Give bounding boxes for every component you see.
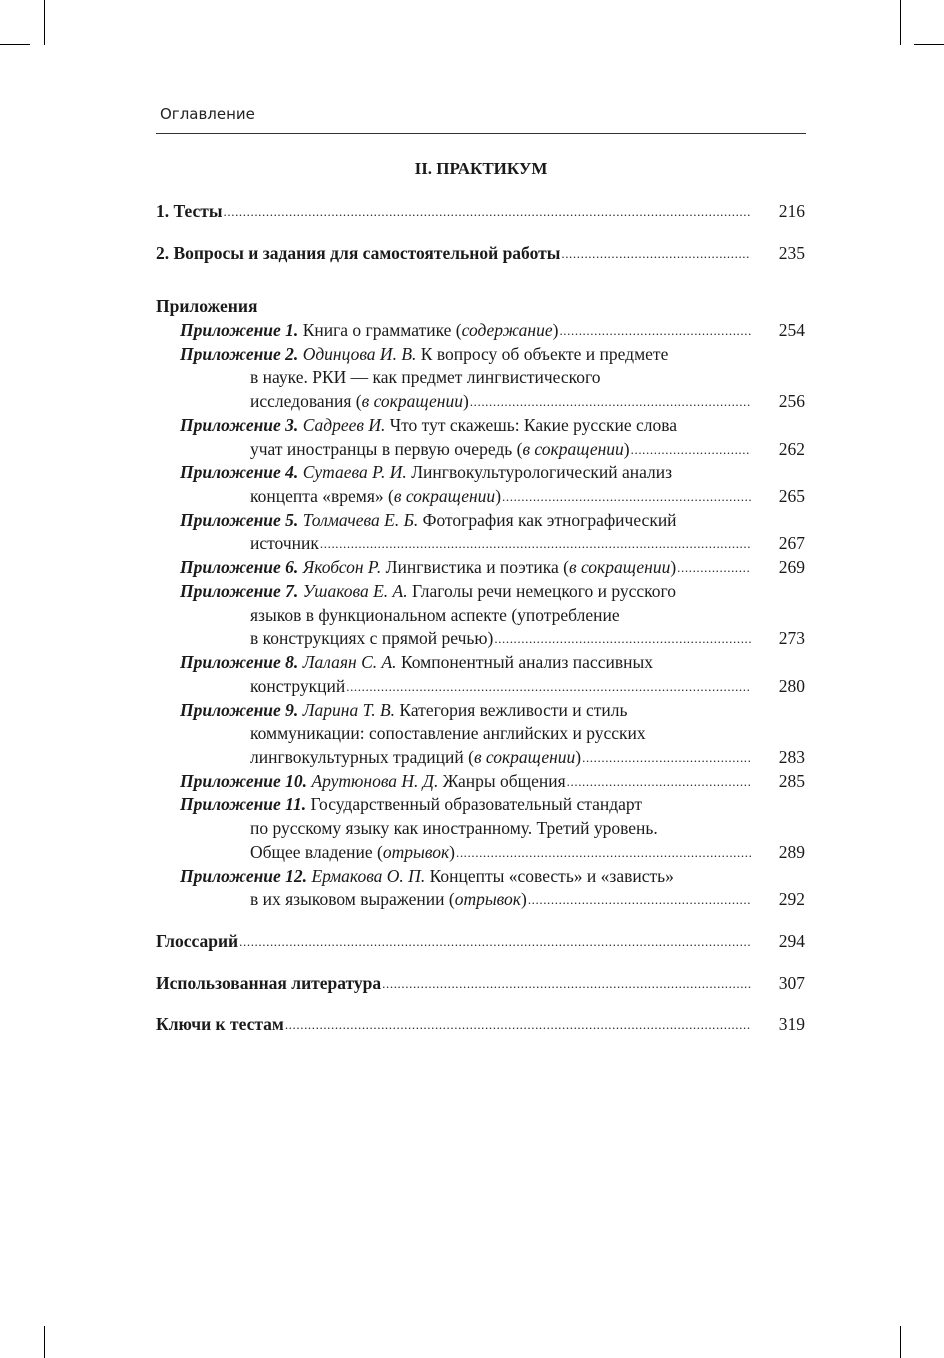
appendix-label: Приложение 7. <box>180 581 299 601</box>
entry-title: Глоссарий <box>156 931 239 951</box>
entry-text <box>180 650 653 674</box>
entry-text: ) <box>495 486 502 506</box>
crop-mark <box>900 1326 901 1358</box>
toc-entry-line <box>250 816 658 840</box>
entry-text: Концепты «совесть» и «зависть» <box>425 866 674 886</box>
toc-entry-line <box>180 650 653 674</box>
crop-mark <box>914 44 944 45</box>
entry-text: Что тут скажешь: Какие русские слова <box>385 415 678 435</box>
toc-entry[interactable] <box>156 1012 751 1036</box>
italic-text: в сокращении <box>473 747 576 767</box>
page-number[interactable]: 285 <box>778 771 805 791</box>
toc-entry[interactable] <box>180 555 751 579</box>
entry-text: Лингвистика и поэтика ( <box>381 557 569 577</box>
entry-text: в науке. РКИ — как предмет лингвистического <box>250 367 601 387</box>
entry-text: языков в функциональном аспекте (употребление <box>250 605 620 625</box>
entry-text: в их языковом выражении ( <box>250 889 455 909</box>
toc-entry[interactable] <box>250 626 751 650</box>
appendix-label: Приложение 3. <box>180 415 299 435</box>
entry-text: ) <box>462 391 469 411</box>
entry-text: по русскому языку как иностранному. Третий уровень. <box>250 818 658 838</box>
dot-leader <box>581 745 751 769</box>
toc-entry[interactable] <box>250 840 751 864</box>
toc-entry[interactable] <box>250 887 751 911</box>
page-number[interactable]: 273 <box>778 628 805 648</box>
entry-text: учат иностранцы в первую очередь ( <box>250 439 523 459</box>
entry-text <box>180 792 642 816</box>
entry-text: ) <box>449 842 455 862</box>
italic-text: Садреев И. <box>298 415 386 435</box>
entry-text: Книга о грамматике ( <box>298 320 462 340</box>
entry-text <box>250 674 345 698</box>
italic-text: Ларина Т. В. <box>298 700 396 720</box>
appendix-label: Приложение 6. <box>180 557 299 577</box>
appendix-label: Приложение 12. <box>180 866 308 886</box>
italic-text: в сокращении <box>393 486 496 506</box>
entry-text: Лингвокультурологический анализ <box>406 462 673 482</box>
dot-leader <box>345 674 751 698</box>
entry-text <box>156 1012 284 1036</box>
entry-text <box>180 413 677 437</box>
entry-text: Государственный образовательный стандарт <box>306 794 643 814</box>
dot-leader <box>493 626 751 650</box>
entry-title: Ключи к тестам <box>156 1014 284 1034</box>
crop-mark <box>44 0 45 45</box>
toc-entry-line <box>180 792 642 816</box>
entry-text <box>180 460 672 484</box>
page-number[interactable]: 269 <box>778 557 805 577</box>
page-number[interactable]: 256 <box>778 391 805 411</box>
entry-text: Жанры общения <box>438 771 566 791</box>
entry-text: ) <box>670 557 677 577</box>
appendix-label: Приложение 9. <box>180 700 299 720</box>
entry-text <box>250 840 455 864</box>
entry-text <box>250 484 501 508</box>
entry-text <box>180 342 668 366</box>
page-number[interactable]: 307 <box>778 973 805 993</box>
entry-text: ) <box>623 439 630 459</box>
page-number[interactable]: 283 <box>778 747 805 767</box>
toc-entry-line <box>250 603 620 627</box>
page-number[interactable]: 235 <box>778 243 805 263</box>
italic-text: Толмачева Е. Б. <box>298 510 419 530</box>
entry-text: исследования ( <box>250 391 362 411</box>
entry-text: ) <box>575 747 582 767</box>
toc-entry-line <box>180 413 677 437</box>
toc-entry-line <box>180 579 676 603</box>
dot-leader <box>630 437 751 461</box>
entry-text <box>180 318 558 342</box>
toc-entry[interactable] <box>250 437 751 461</box>
italic-text: в сокращении <box>522 439 624 459</box>
entry-text: К вопросу об объекте и предмете <box>416 344 669 364</box>
running-header: Оглавление <box>160 105 255 123</box>
page-number[interactable]: 267 <box>778 533 805 553</box>
toc-entry-line <box>180 864 674 888</box>
dot-leader <box>455 840 751 864</box>
entry-text: Компонентный анализ пассивных <box>396 652 653 672</box>
header-rule <box>156 133 806 134</box>
entry-text <box>156 971 381 995</box>
toc-entry-line <box>180 460 672 484</box>
italic-text: Ушакова Е. А. <box>298 581 408 601</box>
entry-text <box>156 294 257 318</box>
entry-text: в конструкциях с прямой речью) <box>250 628 494 648</box>
crop-mark <box>0 44 30 45</box>
entry-text <box>180 508 677 532</box>
dot-leader <box>676 555 751 579</box>
dot-leader <box>469 389 751 413</box>
appendix-label: Приложение 1. <box>180 320 299 340</box>
dot-leader <box>284 1012 751 1036</box>
appendix-label: Приложение 5. <box>180 510 299 530</box>
entry-text <box>250 531 319 555</box>
entry-text: источник <box>250 533 319 553</box>
crop-mark <box>44 1326 45 1358</box>
page-number[interactable]: 319 <box>778 1014 805 1034</box>
italic-text: отрывок <box>454 889 521 909</box>
toc-entry[interactable] <box>180 769 751 793</box>
entry-text <box>250 365 601 389</box>
appendix-label: Приложение 11. <box>180 794 307 814</box>
entry-text <box>250 721 646 745</box>
italic-text: Сутаева Р. И. <box>298 462 407 482</box>
toc-entry[interactable] <box>156 929 751 953</box>
section-heading <box>156 294 257 318</box>
toc-entry-line <box>180 508 677 532</box>
appendix-label: Приложение 8. <box>180 652 299 672</box>
dot-leader <box>558 318 751 342</box>
italic-text: Ермакова О. П. <box>307 866 426 886</box>
crop-mark <box>900 0 901 45</box>
italic-text: в сокращении <box>361 391 463 411</box>
toc-entry-line <box>250 721 646 745</box>
entry-text: конструкций <box>250 676 346 696</box>
page-number[interactable]: 292 <box>778 889 805 909</box>
dot-leader <box>223 199 751 223</box>
entry-text <box>250 816 658 840</box>
entry-title: Использованная литература <box>156 973 382 993</box>
toc-entry[interactable] <box>250 389 751 413</box>
dot-leader <box>238 929 751 953</box>
entry-text <box>180 864 674 888</box>
italic-text: Якобсон Р. <box>298 557 382 577</box>
dot-leader <box>319 531 751 555</box>
dot-leader <box>527 887 751 911</box>
entry-text <box>250 389 469 413</box>
entry-text: лингвокультурных традиций ( <box>250 747 474 767</box>
italic-text: отрывок <box>382 842 450 862</box>
dot-leader <box>560 241 751 265</box>
toc-entry[interactable] <box>250 484 751 508</box>
entry-text <box>250 745 581 769</box>
entry-text <box>250 437 630 461</box>
entry-title: 1. Тесты <box>156 201 223 221</box>
entry-title: 2. Вопросы и задания для самостоятельной работы <box>156 243 561 263</box>
entry-text: Категория вежливости и стиль <box>395 700 628 720</box>
dot-leader <box>501 484 751 508</box>
toc-entry[interactable] <box>156 199 751 223</box>
page-number[interactable]: 280 <box>778 676 805 696</box>
entry-text <box>180 579 676 603</box>
page-number[interactable]: 289 <box>778 842 805 862</box>
entry-text <box>250 626 493 650</box>
entry-text: коммуникации: сопоставление английских и русских <box>250 723 646 743</box>
entry-text <box>250 603 620 627</box>
entry-text: ) <box>552 320 559 340</box>
toc-entry[interactable] <box>250 674 751 698</box>
appendix-heading: Приложения <box>156 296 258 316</box>
toc-entry[interactable] <box>156 241 751 265</box>
toc-entry[interactable] <box>180 318 751 342</box>
toc-entry-line <box>180 342 668 366</box>
entry-text <box>250 887 527 911</box>
page-number[interactable]: 294 <box>778 931 805 951</box>
toc-entry-line <box>180 698 627 722</box>
entry-text: Фотография как этнографический <box>418 510 677 530</box>
appendix-label: Приложение 4. <box>180 462 299 482</box>
entry-text <box>180 698 627 722</box>
italic-text: Одинцова И. В. <box>298 344 417 364</box>
page-number[interactable]: 262 <box>778 439 805 459</box>
italic-text: Арутюнова Н. Д. <box>307 771 439 791</box>
toc-entry-line <box>250 365 601 389</box>
entry-text <box>156 929 238 953</box>
entry-text <box>156 241 560 265</box>
page-number[interactable]: 254 <box>778 320 805 340</box>
section-title: II. ПРАКТИКУМ <box>414 159 548 178</box>
entry-text <box>180 555 676 579</box>
page-number[interactable]: 265 <box>778 486 805 506</box>
toc-entry[interactable] <box>156 971 751 995</box>
page-number[interactable]: 216 <box>778 201 805 221</box>
dot-leader <box>381 971 751 995</box>
italic-text: содержание <box>461 320 553 340</box>
entry-text: Глаголы речи немецкого и русского <box>407 581 676 601</box>
italic-text: Лалаян С. А. <box>298 652 397 672</box>
toc-entry[interactable] <box>250 745 751 769</box>
toc-entry[interactable] <box>250 531 751 555</box>
appendix-label: Приложение 2. <box>180 344 299 364</box>
entry-text <box>156 199 223 223</box>
entry-text: ) <box>520 889 527 909</box>
dot-leader <box>566 769 751 793</box>
italic-text: в сокращении <box>569 557 671 577</box>
entry-text <box>180 769 566 793</box>
appendix-label: Приложение 10. <box>180 771 308 791</box>
entry-text: Общее владение ( <box>250 842 383 862</box>
entry-text: концепта «время» ( <box>250 486 394 506</box>
